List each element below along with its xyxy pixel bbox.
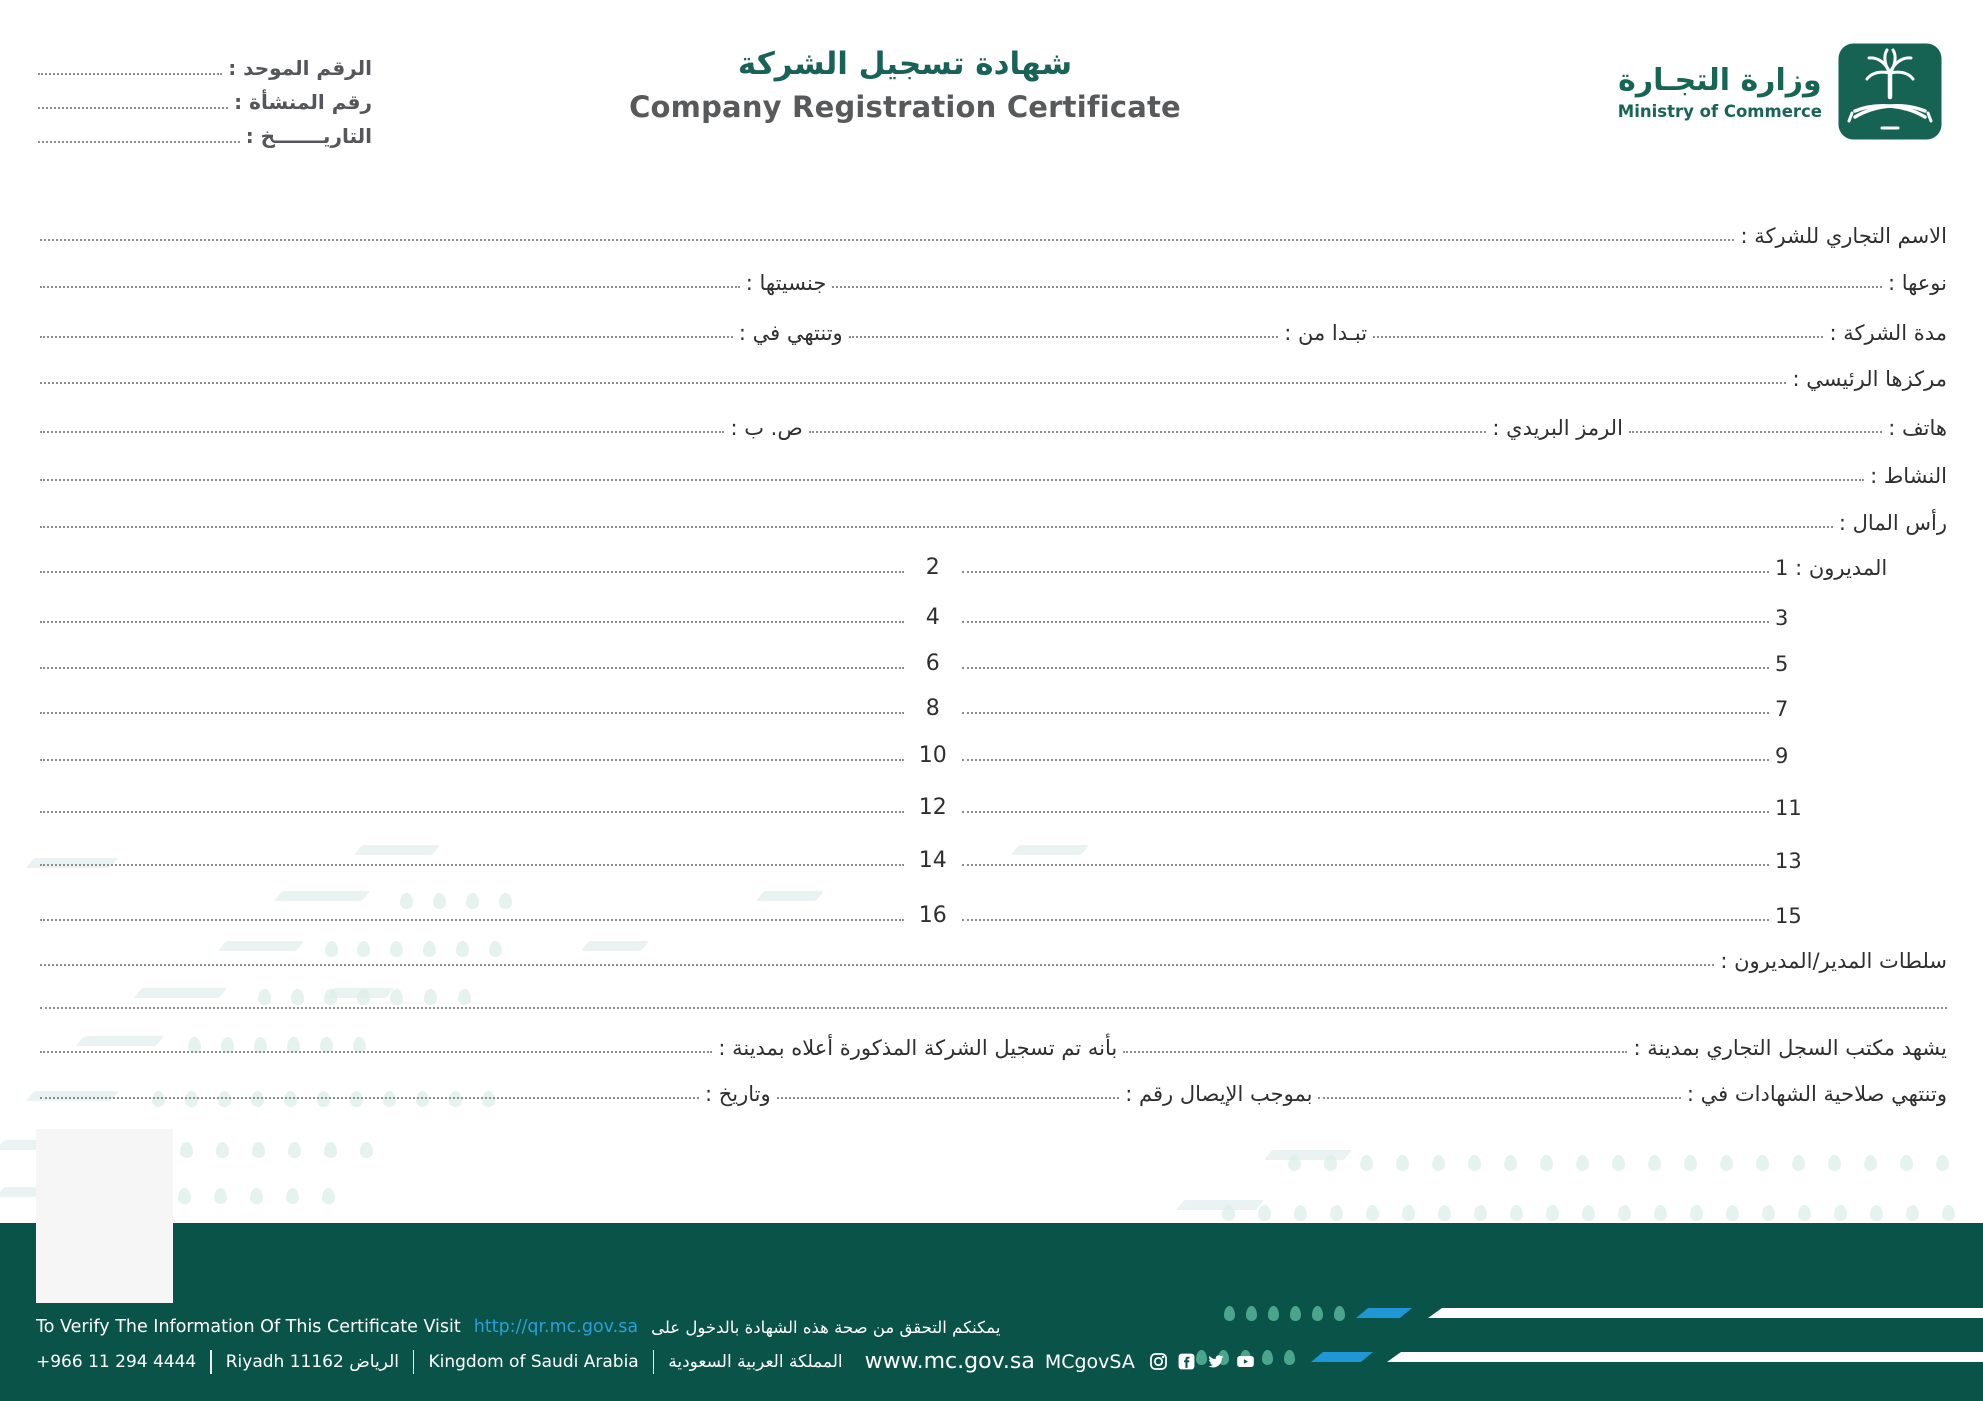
decor-drop [178, 1188, 191, 1204]
dotted-line [962, 864, 1769, 866]
head-office-row [40, 361, 1947, 391]
footer-drop [1224, 1306, 1235, 1321]
decor-drop [1798, 1205, 1811, 1221]
footer-white-bar [1387, 1352, 1983, 1362]
footer-country-ar: المملكة العربية السعودية [668, 1351, 843, 1372]
ends-on-label: وتنتهي في : [738, 321, 843, 345]
decor-drop [1900, 1155, 1913, 1171]
dotted-line [962, 667, 1769, 669]
manager-number-13: 13 [1775, 849, 1802, 873]
manager-powers-continuation-row [40, 986, 1947, 1016]
dotted-line [38, 141, 240, 143]
duration-row [40, 315, 1947, 345]
dotted-line [40, 571, 904, 573]
decor-drop [1546, 1205, 1559, 1221]
head-office-label: مركزها الرئيسي : [1792, 367, 1947, 391]
dotted-line [40, 811, 904, 813]
decor-drop [1942, 1205, 1955, 1221]
unified-number-row [38, 54, 372, 80]
managers-row-15-16 [40, 898, 1947, 928]
dotted-line [40, 1097, 699, 1099]
verify-url-link[interactable]: http://qr.mc.gov.sa [473, 1317, 639, 1337]
ministry-logo [1618, 42, 1943, 141]
instagram-icon [1149, 1352, 1168, 1371]
receipt-number-label: بموجب الإيصال رقم : [1125, 1082, 1313, 1106]
managers-label: المديرون : [1795, 556, 1888, 580]
dotted-line [40, 1007, 1947, 1009]
decor-drop [1288, 1155, 1301, 1171]
decor-drop [1762, 1205, 1775, 1221]
certify-office-label: يشهد مكتب السجل التجاري بمدينة : [1633, 1036, 1947, 1060]
managers-row-7-8 [40, 691, 1947, 721]
decor-drop [1396, 1155, 1409, 1171]
dotted-line [40, 526, 1833, 528]
footer-phone: +966 11 294 4444 [36, 1351, 197, 1372]
decor-drop [360, 1142, 373, 1158]
decor-dash [1264, 1150, 1352, 1160]
decor-drop [1468, 1155, 1481, 1171]
dotted-line [849, 336, 1279, 338]
decor-drop [1474, 1205, 1487, 1221]
decor-drop [180, 1142, 193, 1158]
manager-number-4: 4 [925, 605, 940, 630]
decor-drop [286, 1188, 299, 1204]
footer-drop [1334, 1306, 1345, 1321]
dotted-line [962, 919, 1769, 921]
activity-label: النشاط : [1870, 464, 1947, 488]
unified-number-label: الرقم الموحد : [228, 56, 372, 80]
decor-drop [288, 1142, 301, 1158]
starts-from-label: تبـدا من : [1284, 321, 1368, 345]
dotted-line [40, 712, 904, 714]
title-english: Company Registration Certificate [629, 90, 1181, 124]
ministry-name-english: Ministry of Commerce [1617, 101, 1822, 121]
decor-drop [1618, 1205, 1631, 1221]
nationality-label: جنسيتها : [745, 271, 827, 295]
decor-drop [1684, 1155, 1697, 1171]
ministry-logo-text [1618, 63, 1822, 121]
manager-number-16: 16 [918, 903, 947, 928]
manager-number-12: 12 [918, 795, 947, 820]
dotted-line [40, 759, 904, 761]
decor-drop [252, 1142, 265, 1158]
footer-social-handle: MCgovSA [1044, 1350, 1135, 1373]
managers-row-5-6 [40, 646, 1947, 676]
dotted-line [1629, 431, 1882, 433]
ministry-name-arabic: وزارة التجـارة [1618, 62, 1822, 98]
trade-name-label: الاسم التجاري للشركة : [1740, 224, 1947, 248]
decor-drop [1906, 1205, 1919, 1221]
capital-row [40, 505, 1947, 535]
decor-drop [1582, 1205, 1595, 1221]
decor-drop [1324, 1155, 1337, 1171]
footer-drop [1268, 1306, 1279, 1321]
decor-drop [216, 1142, 229, 1158]
separator [653, 1350, 655, 1374]
dotted-line [40, 239, 1734, 241]
date-label: التاريـــــــخ : [245, 124, 372, 148]
dotted-line [777, 1097, 1120, 1099]
manager-number-7: 7 [1775, 697, 1789, 721]
dotted-line [1373, 336, 1823, 338]
duration-label: مدة الشركة : [1829, 321, 1947, 345]
decor-drop [324, 1142, 337, 1158]
establishment-number-row [38, 88, 372, 114]
manager-number-1: 1 [1775, 556, 1789, 580]
decor-drop [1222, 1205, 1235, 1221]
facebook-icon [1177, 1352, 1196, 1371]
decor-drop [1510, 1205, 1523, 1221]
footer-drop [1284, 1350, 1295, 1365]
managers-row-3-4 [40, 600, 1947, 630]
po-box-label: ص. ب : [730, 416, 803, 440]
qr-code-placeholder [36, 1129, 173, 1303]
decor-drop [1654, 1205, 1667, 1221]
managers-row-9-10 [40, 738, 1947, 768]
manager-number-15: 15 [1775, 904, 1802, 928]
dotted-line [832, 286, 1882, 288]
dotted-line [40, 286, 740, 288]
decor-dash [1176, 1200, 1264, 1210]
manager-number-9: 9 [1775, 744, 1789, 768]
footer-verify-line [36, 1317, 1000, 1337]
footer-drop [1246, 1306, 1257, 1321]
certificate-title [480, 46, 1330, 124]
type-nationality-row [40, 265, 1947, 295]
dotted-line [1318, 1097, 1680, 1099]
dotted-line [40, 621, 904, 623]
dotted-line [809, 431, 1487, 433]
managers-row-13-14 [40, 843, 1947, 873]
footer-contact-line [36, 1349, 1256, 1374]
dotted-line [962, 712, 1769, 714]
dotted-line [40, 1051, 712, 1053]
manager-powers-row [40, 943, 1947, 973]
dotted-line [40, 382, 1786, 384]
dotted-line [962, 571, 1769, 573]
decor-drop [1366, 1205, 1379, 1221]
manager-number-8: 8 [925, 696, 940, 721]
verify-text-ar: يمكنكم التحقق من صحة هذه الشهادة بالدخول على [651, 1317, 1001, 1337]
decor-drop [1258, 1205, 1271, 1221]
footer-city: Riyadh 11162 الرياض [225, 1351, 399, 1372]
managers-row-11-12 [40, 790, 1947, 820]
decor-drop [1504, 1155, 1517, 1171]
phone-label: هاتف : [1888, 416, 1947, 440]
decor-drop [1540, 1155, 1553, 1171]
decor-drop [1936, 1155, 1949, 1171]
dotted-line [962, 811, 1769, 813]
establishment-number-label: رقم المنشأة : [234, 90, 372, 114]
decor-drop [1834, 1205, 1847, 1221]
decor-drop [1720, 1155, 1733, 1171]
decor-drop [1360, 1155, 1373, 1171]
manager-number-6: 6 [925, 651, 940, 676]
decor-drop [1612, 1155, 1625, 1171]
decor-drop [214, 1188, 227, 1204]
manager-number-14: 14 [918, 848, 947, 873]
saudi-emblem-icon [1837, 42, 1943, 141]
dotted-line [40, 919, 904, 921]
separator [413, 1350, 415, 1374]
postal-code-label: الرمز البريدي : [1492, 416, 1623, 440]
certification-row [40, 1030, 1947, 1060]
twitter-icon [1205, 1352, 1226, 1371]
receipt-date-label: وتاريخ : [704, 1082, 771, 1106]
footer-white-bar [1428, 1308, 1983, 1318]
dotted-line [38, 107, 228, 109]
decor-drop [1330, 1205, 1343, 1221]
separator [210, 1350, 212, 1374]
decor-drop [250, 1188, 263, 1204]
manager-number-2: 2 [925, 555, 940, 580]
footer-drop [1312, 1306, 1323, 1321]
decor-drop [322, 1188, 335, 1204]
dotted-line [40, 336, 733, 338]
footer-drop [1290, 1306, 1301, 1321]
validity-ends-label: وتنتهي صلاحية الشهادات في : [1686, 1082, 1947, 1106]
decor-drop [1792, 1155, 1805, 1171]
managers-row-1-2 [40, 550, 1947, 580]
certify-registered-label: بأنه تم تسجيل الشركة المذكورة أعلاه بمدينة : [718, 1036, 1118, 1060]
managers-label-cell [1775, 556, 1947, 580]
manager-powers-label: سلطات المدير/المديرون : [1720, 949, 1947, 973]
decor-drop [1402, 1205, 1415, 1221]
footer-country-en: Kingdom of Saudi Arabia [428, 1351, 639, 1372]
dotted-line [40, 431, 724, 433]
manager-number-5: 5 [1775, 652, 1789, 676]
dotted-line [962, 621, 1769, 623]
footer-social-icons [1149, 1352, 1256, 1371]
decor-drop [1432, 1155, 1445, 1171]
decor-drop [1828, 1155, 1841, 1171]
dotted-line [962, 759, 1769, 761]
activity-row [40, 458, 1947, 488]
dotted-line [38, 73, 222, 75]
dotted-line [40, 964, 1714, 966]
trade-name-row [40, 218, 1947, 248]
validity-receipt-row [40, 1076, 1947, 1106]
manager-number-11: 11 [1775, 796, 1802, 820]
footer-drop [1262, 1350, 1273, 1365]
capital-label: رأس المال : [1838, 511, 1947, 535]
company-type-label: نوعها : [1887, 271, 1947, 295]
title-arabic: شهادة تسجيل الشركة [737, 46, 1073, 82]
decor-drop [1294, 1205, 1307, 1221]
dotted-line [40, 667, 904, 669]
decor-drop [1726, 1205, 1739, 1221]
date-row [38, 122, 372, 148]
decor-drop [1870, 1205, 1883, 1221]
verify-text-en: To Verify The Information Of This Certificate Visit [36, 1317, 461, 1337]
manager-number-10: 10 [918, 743, 947, 768]
dotted-line [40, 479, 1864, 481]
decor-drop [1438, 1205, 1451, 1221]
decor-drop [1864, 1155, 1877, 1171]
decor-drop [1756, 1155, 1769, 1171]
decor-drop [1690, 1205, 1703, 1221]
dotted-line [1123, 1051, 1627, 1053]
manager-number-3: 3 [1775, 606, 1789, 630]
decor-drop [1576, 1155, 1589, 1171]
footer-website[interactable]: www.mc.gov.sa [864, 1349, 1035, 1374]
youtube-icon [1235, 1352, 1256, 1371]
dotted-line [40, 864, 904, 866]
phone-row [40, 410, 1947, 440]
decor-drop [1648, 1155, 1661, 1171]
